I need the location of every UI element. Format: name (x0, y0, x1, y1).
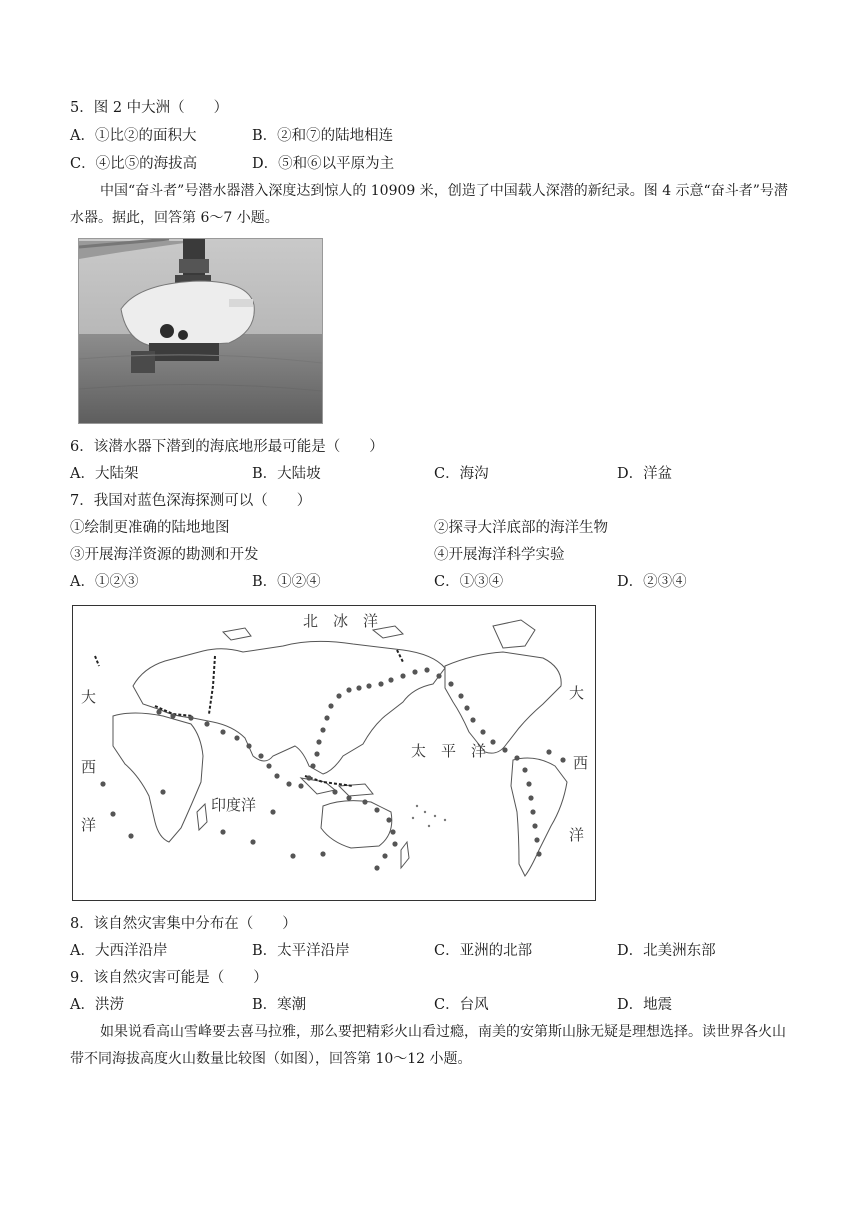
q5-option-b[interactable]: B．②和⑦的陆地相连 (252, 128, 394, 144)
q8-stem: 8．该自然灾害集中分布在（ ） (70, 916, 297, 932)
q6-stem: 6．该潜水器下潜到的海底地形最可能是（ ） (70, 439, 384, 455)
q9-option-b[interactable]: B．寒潮 (252, 997, 307, 1013)
world-disaster-map (72, 605, 596, 901)
q8-option-b[interactable]: B．太平洋沿岸 (252, 943, 350, 959)
q9-option-d[interactable]: D．地震 (617, 997, 673, 1013)
q8-option-c[interactable]: C．亚洲的北部 (434, 943, 533, 959)
submersible-illustration (79, 239, 322, 423)
q9-option-a[interactable]: A．洪涝 (70, 997, 124, 1013)
intro-paragraph-volcano: 如果说看高山雪峰要去喜马拉雅，那么要把精彩火山看过瘾，南美的安第斯山脉无疑是理想选择。读世界各火山带不同海拔高度火山数量比较图（如图），回答第 10～12 小题。 (70, 1024, 786, 1067)
q9-stem: 9．该自然灾害可能是（ ） (70, 970, 268, 986)
q7-option-b[interactable]: B．①②④ (252, 574, 321, 590)
map-label-atlantic-right-1: 大 (569, 684, 585, 702)
intro-paragraph-submersible: 中国“奋斗者”号潜水器潜入深度达到惊人的 10909 米，创造了中国载人深潜的新纪录。图 4 示意“奋斗者”号潜水器。据此，回答第 6～7 小题。 (70, 183, 788, 226)
map-label-indian-ocean: 印度洋 (211, 796, 257, 814)
q5-stem: 5．图 2 中大洲（ ） (70, 100, 229, 116)
q7-option-a[interactable]: A．①②③ (70, 574, 139, 590)
world-map-graphic (73, 606, 595, 900)
map-label-arctic-ocean: 北 冰 洋 (303, 612, 379, 630)
q5-option-d[interactable]: D．⑤和⑥以平原为主 (252, 156, 395, 172)
q7-item-1: ①绘制更准确的陆地地图 (70, 520, 230, 536)
q7-item-2: ②探寻大洋底部的海洋生物 (434, 520, 608, 536)
q8-option-a[interactable]: A．大西洋沿岸 (70, 943, 168, 959)
q5-option-c[interactable]: C．④比⑤的海拔高 (70, 156, 198, 172)
q7-stem: 7．我国对蓝色深海探测可以（ ） (70, 493, 312, 509)
q7-option-c[interactable]: C．①③④ (434, 574, 504, 590)
map-label-atlantic-right-2: 西 (573, 754, 589, 772)
map-label-atlantic-left-3: 洋 (81, 816, 97, 834)
q6-option-b[interactable]: B．大陆坡 (252, 466, 321, 482)
q9-option-c[interactable]: C．台风 (434, 997, 489, 1013)
q7-item-4: ④开展海洋科学实验 (434, 547, 565, 563)
q6-option-a[interactable]: A．大陆架 (70, 466, 139, 482)
map-label-atlantic-right-3: 洋 (569, 826, 585, 844)
q6-option-d[interactable]: D．洋盆 (617, 466, 673, 482)
q7-option-d[interactable]: D．②③④ (617, 574, 687, 590)
q6-option-c[interactable]: C．海沟 (434, 466, 489, 482)
q8-option-d[interactable]: D．北美洲东部 (617, 943, 716, 959)
submersible-photo (78, 238, 323, 424)
q5-option-a[interactable]: A．①比②的面积大 (70, 128, 197, 144)
map-label-atlantic-left-2: 西 (81, 758, 97, 776)
q7-item-3: ③开展海洋资源的勘测和开发 (70, 547, 259, 563)
map-label-atlantic-left-1: 大 (81, 688, 97, 706)
map-label-pacific-ocean: 太 平 洋 (411, 742, 487, 760)
